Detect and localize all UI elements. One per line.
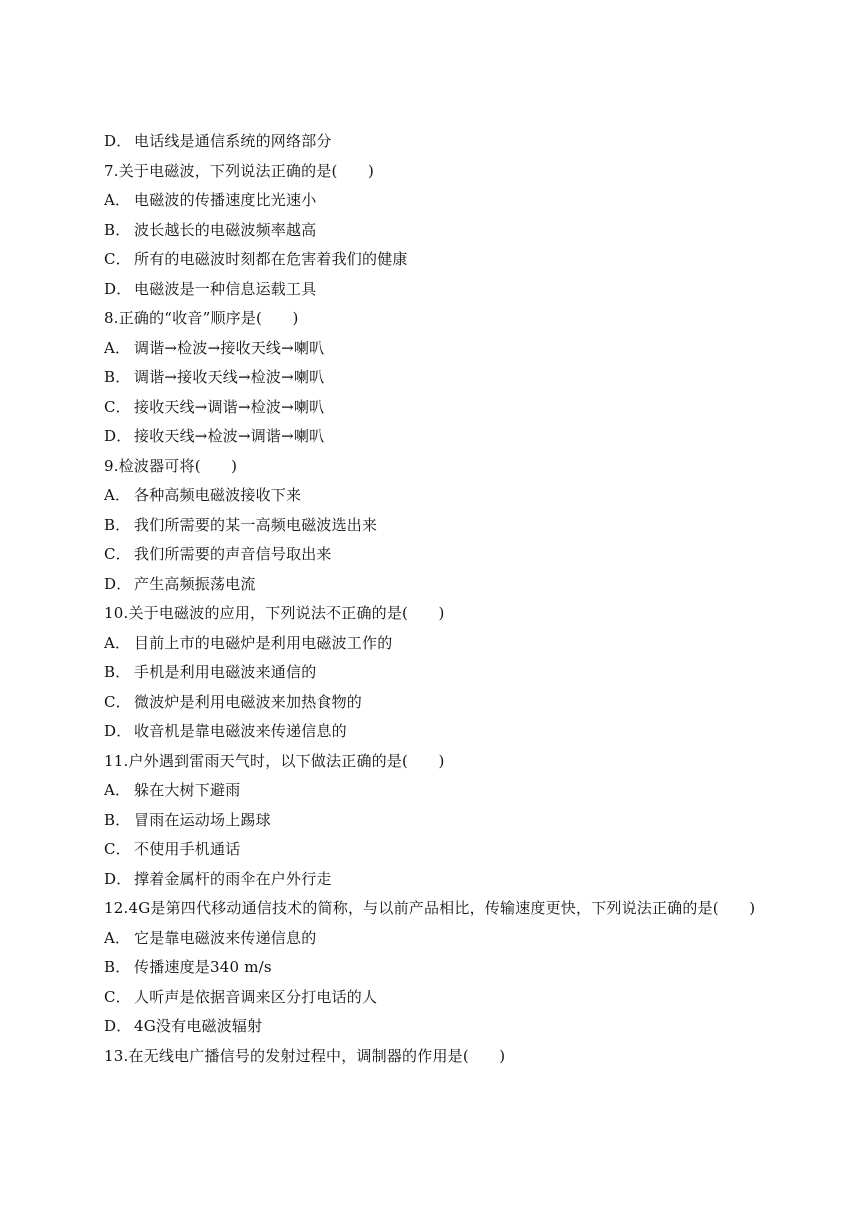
option-line [104,776,804,806]
question-stem-13: 13.在无线电广播信号的发射过程中，调制器的作用是( ) [104,1046,506,1065]
option-text: 产生高频振荡电流 [134,574,256,593]
option-letter: D． [104,722,132,740]
option-letter: C． [104,987,131,1006]
option-letter: D． [104,132,132,150]
option-line [104,334,804,364]
option-letter: C． [104,250,131,268]
option-line [104,717,804,747]
option-letter: D． [104,279,132,298]
question-stem-12: 12.4G是第四代移动通信技术的简称，与以前产品相比，传输速度更快，下列说法正确的是( ) [104,899,756,917]
option-line [104,481,804,511]
option-letter: A． [104,781,131,799]
option-text: 电话线是通信系统的网络部分 [134,132,332,150]
option-text: 电磁波是一种信息运载工具 [134,279,317,298]
option-line [104,511,804,541]
option-text: 调谐→检波→接收天线→喇叭 [134,338,325,357]
option-letter: C． [104,545,131,563]
option-text: 手机是利用电磁波来通信的 [134,663,317,681]
option-text: 电磁波的传播速度比光速小 [134,191,317,209]
option-line [104,806,804,836]
option-line [104,924,804,954]
option-line [104,127,804,157]
option-text: 调谐→接收天线→检波→喇叭 [134,368,325,386]
option-letter: B． [104,368,131,386]
question-stem-10: 10.关于电磁波的应用，下列说法不正确的是( ) [104,604,445,622]
option-line [104,422,804,452]
option-text: 冒雨在运动场上踢球 [134,810,271,829]
option-line [104,186,804,216]
option-text: 波长越长的电磁波频率越高 [134,220,317,239]
option-letter: B． [104,515,131,534]
option-text: 微波炉是利用电磁波来加热食物的 [134,692,363,711]
question-list [104,127,804,1071]
option-line [104,363,804,393]
option-line [104,688,804,718]
option-letter: B． [104,220,131,239]
option-letter: A． [104,191,131,209]
option-text: 各种高频电磁波接收下来 [134,486,302,504]
option-text: 它是靠电磁波来传递信息的 [134,928,317,947]
option-letter: B． [104,958,131,976]
option-letter: C． [104,692,131,711]
option-text: 目前上市的电磁炉是利用电磁波工作的 [134,633,393,652]
option-line [104,393,804,423]
option-letter: B． [104,663,131,681]
question-stem-7: 7.关于电磁波，下列说法正确的是( ) [104,161,375,180]
option-text: 人听声是依据音调来区分打电话的人 [134,987,378,1006]
option-line [104,570,804,600]
option-letter: B． [104,810,131,829]
option-letter: D． [104,869,132,888]
option-letter: A． [104,633,131,652]
option-text: 所有的电磁波时刻都在危害着我们的健康 [134,250,408,268]
option-line [104,658,804,688]
option-letter: D． [104,427,132,445]
question-stem-9: 9.检波器可将( ) [104,456,238,475]
option-text: 收音机是靠电磁波来传递信息的 [134,722,347,740]
option-line [104,835,804,865]
option-text: 躲在大树下避雨 [134,781,241,799]
option-letter: A． [104,338,131,357]
option-line [104,216,804,246]
option-letter: C． [104,397,131,416]
option-letter: A． [104,928,131,947]
option-line [104,245,804,275]
option-letter: D． [104,574,132,593]
option-text: 不使用手机通话 [134,840,241,858]
option-line [104,540,804,570]
option-letter: C． [104,840,131,858]
option-line [104,953,804,983]
question-stem-8: 8.正确的“收音”顺序是( ) [104,309,299,327]
option-text: 撑着金属杆的雨伞在户外行走 [134,869,332,888]
option-text: 传播速度是340 m/s [134,958,272,976]
question-stem-11: 11.户外遇到雷雨天气时，以下做法正确的是( ) [104,751,445,770]
option-text: 我们所需要的声音信号取出来 [134,545,332,563]
option-letter: D． [104,1017,132,1035]
option-text: 接收天线→检波→调谐→喇叭 [134,427,325,445]
option-line [104,865,804,895]
option-letter: A． [104,486,131,504]
option-line [104,1012,804,1042]
option-text: 我们所需要的某一高频电磁波选出来 [134,515,378,534]
option-line [104,275,804,305]
option-line [104,629,804,659]
option-line [104,983,804,1013]
option-text: 接收天线→调谐→检波→喇叭 [134,397,325,416]
option-text: 4G没有电磁波辐射 [134,1017,263,1035]
